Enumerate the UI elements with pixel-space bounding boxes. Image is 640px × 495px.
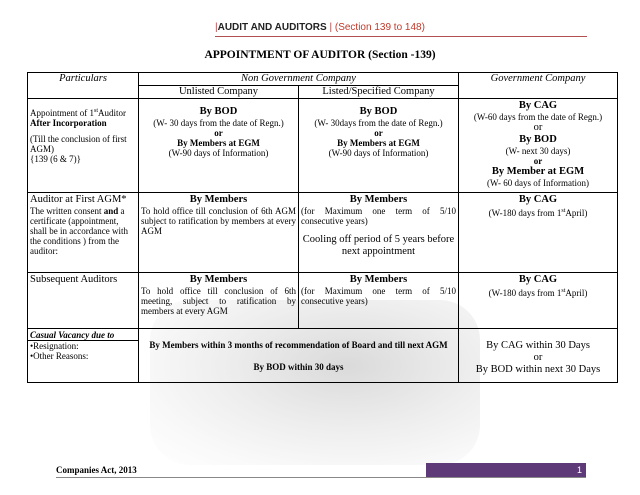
text-by-members-egm: By Members at EGM (337, 138, 420, 148)
text-by-members: By Members (349, 194, 408, 205)
cell-particulars-casual (28, 329, 139, 383)
text-bod-note: (W- 30days from the date of Regn.) (314, 118, 443, 128)
header-section: (Section 139 to 148) (334, 22, 425, 33)
text-cag-days: (W-180 days from 1 (488, 208, 562, 218)
text-by-bod: By BOD (199, 106, 238, 117)
text-egm-note: (W-90 days of Information) (328, 148, 429, 158)
header-non-government: Non Government Company (139, 73, 459, 86)
table-row-casual-vacancy (28, 329, 618, 383)
text-bod-next-30: By BOD within next 30 Days (475, 364, 601, 375)
text-april: April) (565, 288, 588, 298)
text-appointment: Appointment of 1 (30, 108, 94, 118)
text-section-ref: {139 (6 & 7)} (30, 154, 81, 164)
text-by-cag: By CAG (518, 194, 558, 205)
cell-government-subsequent (459, 273, 618, 329)
cell-listed-first-agm (299, 193, 459, 273)
cell-listed-first-auditor (299, 99, 459, 193)
text-egm-note: (W-90 days of Information) (168, 148, 269, 158)
text-by-cag: By CAG (518, 100, 558, 111)
text-till-conclusion: (Till the conclusion of first AGM) (30, 134, 127, 154)
text-bod-note: (W- 30 days from the date of Regn.) (153, 118, 284, 128)
cell-nongov-casual (139, 329, 459, 383)
cell-particulars-subsequent (28, 273, 139, 329)
cell-particulars-first-agm (28, 193, 139, 273)
text-other-rule: By BOD within 30 days (253, 362, 344, 372)
cell-particulars-first-auditor (28, 99, 139, 193)
table-row-first-agm (28, 193, 618, 273)
text-and: and (103, 206, 119, 216)
footer-page-bar (426, 463, 586, 477)
document-title: APPOINTMENT OF AUDITOR (Section -139) (204, 49, 436, 61)
text-egm-note: (W- 60 days of Information) (487, 178, 589, 188)
text-or: or (533, 156, 543, 166)
text-auditor-first-agm: Auditor at First AGM* (30, 194, 127, 205)
text-by-members-egm: By Members at EGM (177, 138, 260, 148)
page-header: |AUDIT AND AUDITORS | (Section 139 to 148) (215, 21, 587, 37)
header-unlisted: Unlisted Company (139, 86, 299, 99)
footer-act-name: Companies Act, 2013 (56, 465, 137, 475)
text-auditor: Auditor (98, 108, 127, 118)
text-consent: The written consent (30, 206, 104, 216)
sup-st: st (561, 288, 566, 294)
text-cag-30-days: By CAG within 30 Days (486, 340, 590, 351)
text-cooling-off: Cooling off period of 5 years before next appointment (302, 234, 455, 257)
text-or: or (374, 128, 383, 138)
text-by-members: By Members (349, 274, 408, 285)
cell-unlisted-first-agm (139, 193, 299, 273)
text-or: or (533, 122, 543, 133)
table-header-row (28, 73, 618, 86)
sup-st: st (561, 208, 566, 214)
text-by-members: By Members (189, 274, 248, 285)
cell-government-first-agm (459, 193, 618, 273)
text-by-bod: By BOD (519, 134, 557, 145)
header-particulars: Particulars (28, 73, 139, 99)
text-resignation-rule: By Members within 3 months of recommendation of Board and till next AGM (149, 340, 448, 350)
text-april: April) (565, 208, 588, 218)
text-hold-office: To hold office till conclusion of 6th AGM subject to ratification by members at every AGM (141, 206, 296, 236)
page-number: 1 (576, 465, 582, 475)
text-bod-note: (W- next 30 days) (505, 146, 571, 156)
text-by-member-egm: By Member at EGM (491, 166, 585, 177)
text-or: or (214, 128, 223, 138)
text-max-term: (for Maximum one term of 5/10 consecutive years) (301, 286, 456, 306)
cell-government-casual (459, 329, 618, 383)
cell-listed-subsequent (299, 273, 459, 329)
text-resignation: •Resignation: (30, 341, 79, 351)
sup-st: st (94, 108, 99, 114)
header-title: AUDIT AND AUDITORS (217, 22, 327, 33)
cell-government-first-auditor (459, 99, 618, 193)
table-row-subsequent (28, 273, 618, 329)
text-consent-rest: a certificate (appointment, shall be in accordance with the conditions ) from the auditor: (30, 206, 128, 256)
text-casual-vacancy: Casual Vacancy due to (28, 330, 138, 341)
text-hold-office: To hold office till conclusion of 6th meeting, subject to ratification by members at every AGM (141, 286, 296, 316)
cell-unlisted-first-auditor (139, 99, 299, 193)
footer-divider (56, 477, 586, 478)
text-subsequent-auditors: Subsequent Auditors (30, 274, 118, 285)
text-after-incorporation: After Incorporation (30, 118, 107, 128)
text-by-members: By Members (189, 194, 248, 205)
header-listed: Listed/Specified Company (299, 86, 459, 99)
auditor-appointment-table (27, 72, 618, 383)
text-other-reasons: •Other Reasons: (30, 351, 89, 361)
text-by-cag: By CAG (518, 274, 558, 285)
text-cag-days: (W-180 days from 1 (488, 288, 562, 298)
text-max-term: (for Maximum one term of 5/10 consecutive years) (301, 206, 456, 226)
cell-unlisted-subsequent (139, 273, 299, 329)
header-government: Government Company (459, 73, 618, 99)
text-or: or (533, 352, 543, 363)
table-row-first-auditor (28, 99, 618, 193)
text-cag-note: (W-60 days from the date of Regn.) (473, 112, 603, 122)
text-by-bod: By BOD (359, 106, 398, 117)
